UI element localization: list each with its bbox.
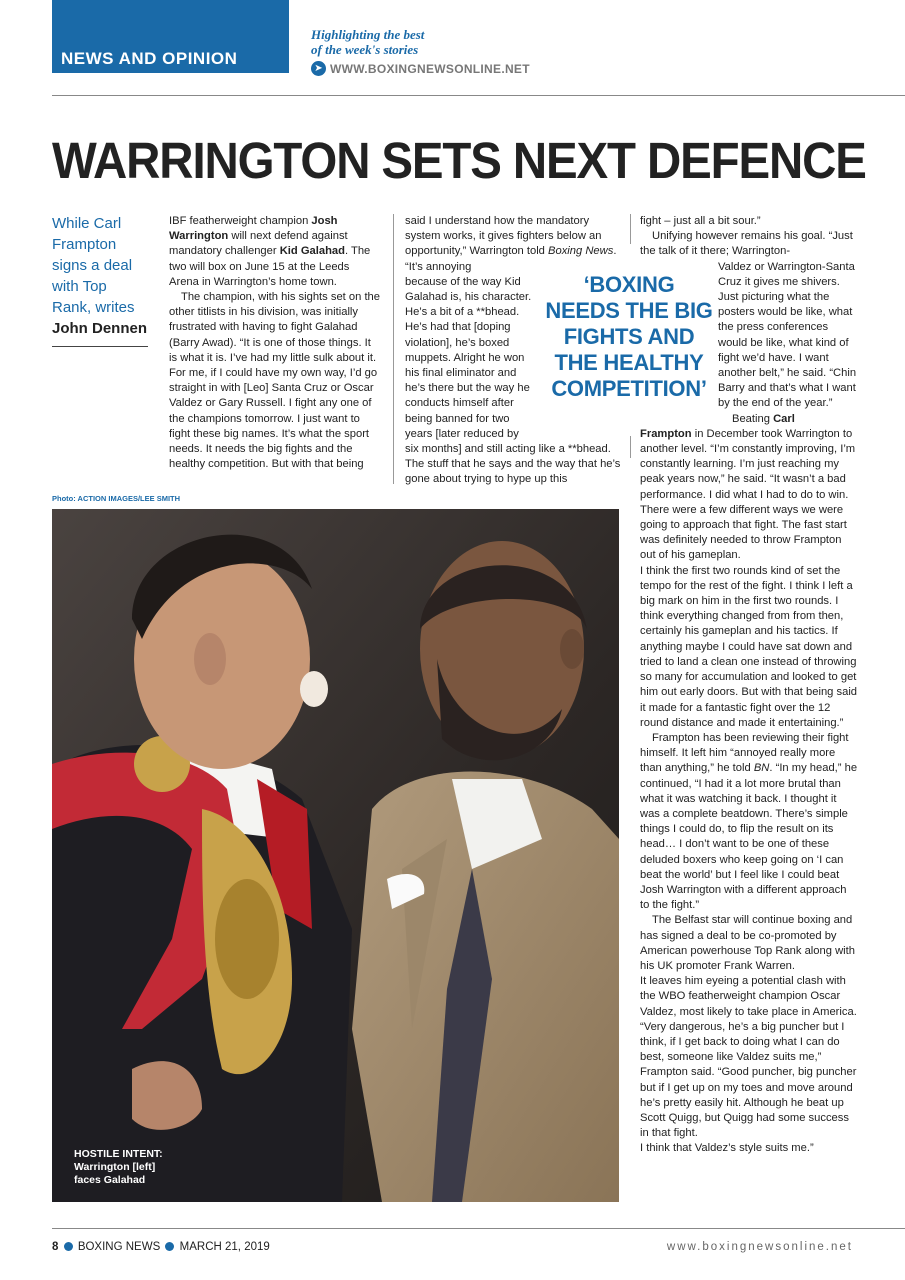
author: John Dennen [52,320,148,337]
standfirst [52,213,150,339]
page-number: 8 [52,1241,59,1253]
column-rule [393,214,394,484]
column-rule [630,436,631,458]
dot-icon [165,1242,174,1251]
header-website[interactable]: WWW.BOXINGNEWSONLINE.NET [330,62,530,76]
headline: WARRINGTON SETS NEXT DEFENCE [52,132,866,189]
section-label: NEWS AND OPINION [61,49,238,68]
cursor-icon: ➤ [311,61,326,76]
article-column-3: fight – just all a bit sour.” Unifying however remains his goal. “Just the talk of it there; Warrington- Valdez or Warrington-Santa Cruz it gives me shivers. Just picturing what the posters would be like, what the press conferences would be like, what kind of fight we’d have. I want another belt,” he said. “Chin Barry and that’s what I want by the end of the year.” Beating Carl Frampton in December took Warrington to another level. “I’m constantly improving, I’m constantly learning. I’m just reaching my peak years now,” he said. “It wasn’t a bad performance. I did what I had to do to win. There were a few different ways we were going to approach that fight. The fast start was definitely needed to throw Frampton out of his gameplan. I think the first two rounds kind of set the tempo for the rest of the fight. I think I left a big mark on him in the first two rounds. I think everything changed from from then, certainly his gameplan and his tactics. If anything maybe I could have sat down and tried to land a clean one instead of throwing so many for accumulation and looked to get him out early doors. But with that being said it made for a fantastic fight over the 12 round distance and made it entertaining.” Frampton has been reviewing their fight himself. It left him “annoyed really more than anything,” he told BN. “In my head,” he continued, “I had it a lot more brutal than what it was watching it back. I thought it was a complete beatdown. There’s simple things I could do, to flip the result on its head… I don’t want to be one of these deluded boxers who keep going on ‘I can beat the world’ but I feel like I could beat Josh Warrington with a different approach to the fight.” The Belfast star will continue boxing and has signed a deal to be co-promoted by American powerhouse Top Rank along with his UK promoter Frank Warren. It leaves him eyeing a potential clash with the WBO featherweight champion Oscar Valdez, most likely to take place in America. “Very dangerous, he’s a big puncher but I think, if I get back to doing what I can do best, someone like Valdez suits me,” Frampton said. “Good puncher, big puncher but if I get up on my toes and move around he’s pretty easily hit. Although he beat up Scott Quigg, but Quigg had some success in that fight. I think that Valdez’s style suits me.” [640,215,858,1155]
article-column-2: said I understand how the mandatory system works, it gives fighters below an opportunity,” Warrington told Boxing News. “It’s annoying because of the way Kid Galahad is, his character. He’s a bit of a **bhead. He’s had that [doping violation], he’s boxed muppets. Alright he won his final eliminator and he’s there but the way he conducts himself after being banned for two years [later reduced by six months] and still acting like a **bhead. The stuff that he says and the way that he’s gone about trying to hype up this [405,215,621,486]
standfirst-rule [52,346,148,347]
column-rule [630,214,631,244]
article-photo [52,509,619,1202]
footer-rule [52,1228,905,1229]
article-column-1: IBF featherweight champion Josh Warrington will next defend against mandatory challenger Kid Galahad. The two will box on June 15 at the Leeds Arena in Warrington’s home town. The champion, with his sights set on the other titlists in his division, was initially frustrated with having to fight Galahad (Barry Awad). “It is one of those things. It is what it is. I’ve had my little sulk about it. For me, if I could have my own way, I’d go straight in with [Leo] Santa Cruz or Oscar Valdez or Gary Russell. I fight any one of the champions tomorrow. I just want to fight these big names. It’s what the sport needs. It needs the big fights and the healthy competition. But with that being [169,215,380,471]
photo-caption: HOSTILE INTENT: Warrington [left] faces Galahad [74,1148,163,1186]
issue-date: MARCH 21, 2019 [179,1241,270,1253]
pull-quote: ‘BOXING NEEDS THE BIG FIGHTS AND THE HEALTHY COMPETITION’ [545,272,713,401]
tagline: Highlighting the best of the week's stories [311,27,425,57]
photo-credit: Photo: ACTION IMAGES/LEE SMITH [52,494,181,503]
dot-icon [64,1242,73,1251]
footer-website[interactable]: www.boxingnewsonline.net [666,1241,853,1253]
publication-name: BOXING NEWS [77,1241,161,1253]
footer-left [52,1241,270,1253]
standfirst-text: While Carl Frampton signs a deal with Top Rank, writes [52,215,135,316]
header-rule [52,95,905,96]
